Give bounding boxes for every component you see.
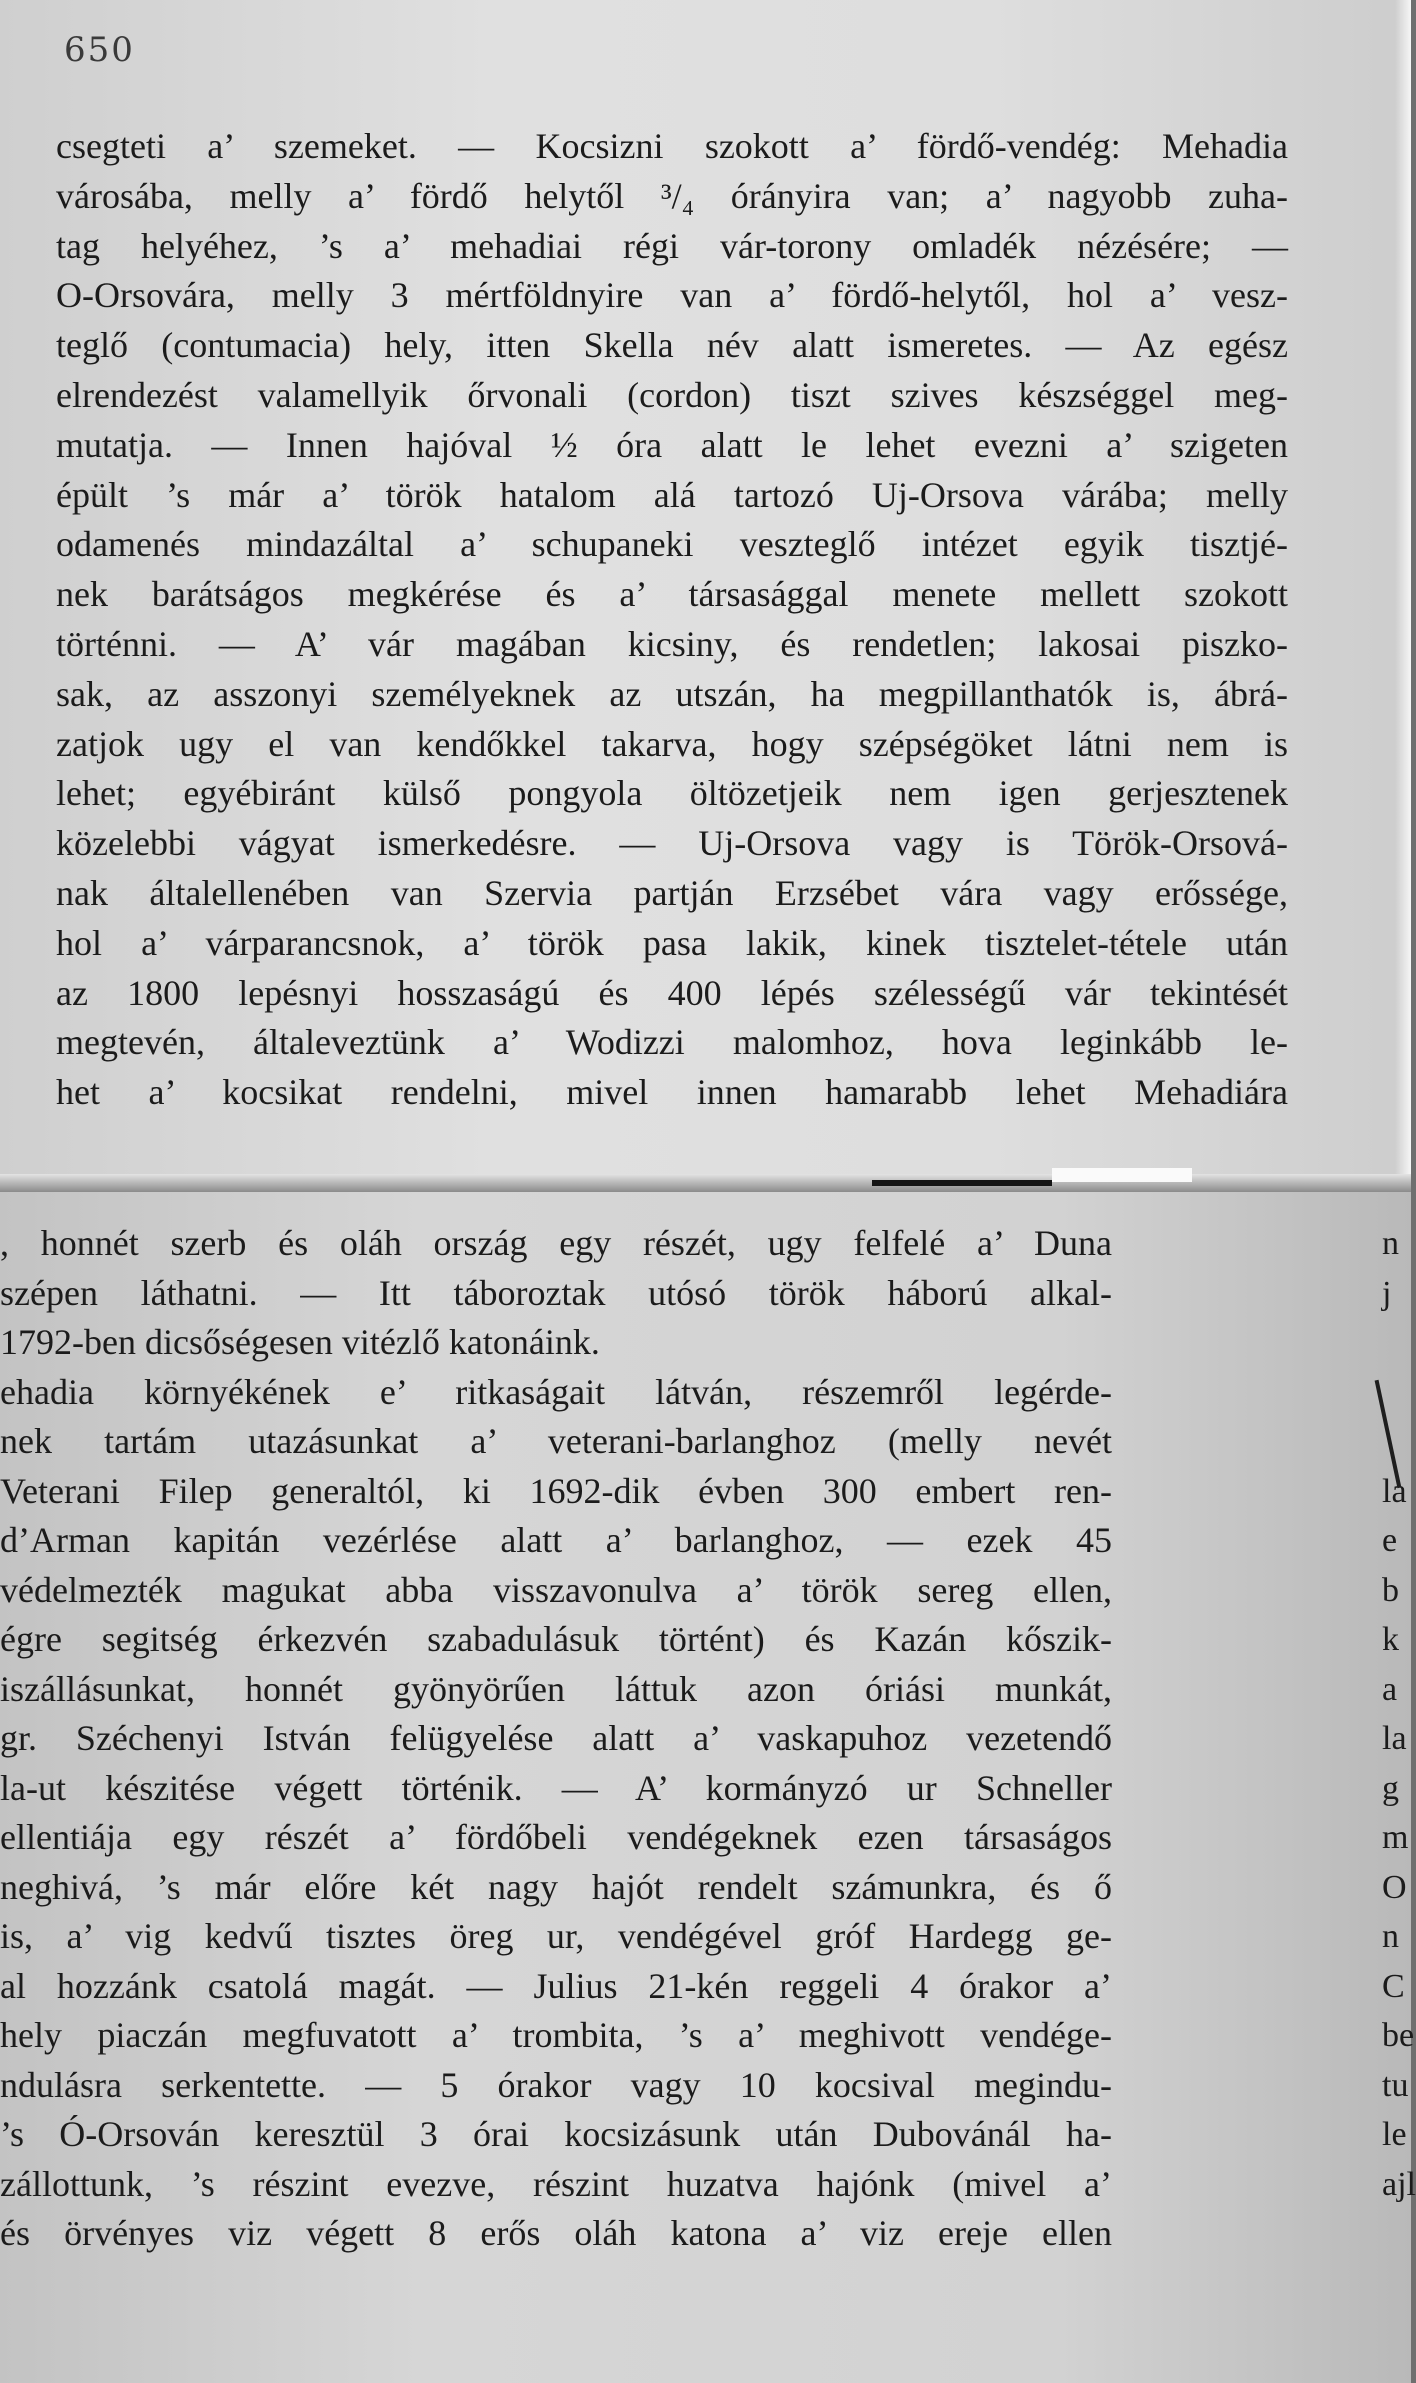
text-line: O-Orsovára, melly 3 mértföldnyire van a’ fördő-helytől, hol a’ vesz- xyxy=(56,275,1288,316)
margin-fragment: be xyxy=(1382,2017,1415,2054)
upper-paragraph xyxy=(56,122,1288,1118)
text-line: az 1800 lepésnyi hosszaságú és 400 lépés szélességű vár tekintését xyxy=(56,972,1288,1013)
text-line: ndulásra serkentette. — 5 órakor vagy 10 kocsival megindu- xyxy=(0,2064,1112,2105)
text-line: tag helyéhez, ’s a’ mehadiai régi vár-torony omladék nézésére; — xyxy=(56,225,1288,266)
text-line: ’s Ó-Orsován keresztül 3 órai kocsizásunk után Dubovánál ha- xyxy=(0,2114,1112,2154)
seam-white-patch xyxy=(1052,1168,1192,1182)
adjacent-page-fragments xyxy=(1382,1219,1416,2209)
text-line: nak általellenében van Szervia partján Erzsébet vára vagy erőssége, xyxy=(56,872,1288,913)
margin-fragment xyxy=(1382,1318,1410,1368)
margin-fragment xyxy=(1382,1368,1410,1418)
text-line: is, a’ vig kedvű tisztes öreg ur, vendégével gróf Hardegg ge- xyxy=(0,1916,1112,1956)
text-line: hol a’ várparancsnok, a’ török pasa lakik, kinek tisztelet-tétele után xyxy=(56,922,1288,963)
margin-fragment: k xyxy=(1382,1621,1399,1658)
text-line: nek barátságos megkérése és a’ társasággal menete mellett szokott xyxy=(56,574,1288,615)
margin-fragment: n xyxy=(1382,1225,1399,1262)
text-line: odamenés mindazáltal a’ schupaneki veszteglő intézet egyik tisztjé- xyxy=(56,524,1288,565)
margin-fragment: n xyxy=(1382,1918,1399,1955)
margin-fragment: O xyxy=(1382,1868,1407,1906)
margin-fragment: tu xyxy=(1382,2066,1409,2104)
margin-fragment: C xyxy=(1382,1967,1405,2005)
text-line: la-ut készitése végett történik. — A’ kormányzó ur Schneller xyxy=(0,1767,1112,1808)
margin-fragment: e xyxy=(1382,1522,1398,1559)
text-line: het a’ kocsikat rendelni, mivel innen hamarabb lehet Mehadiára xyxy=(56,1072,1288,1113)
margin-fragment: b xyxy=(1382,1571,1399,1609)
lower-page-scan xyxy=(0,1183,1416,2383)
margin-fragment: la xyxy=(1382,1472,1407,1510)
margin-fragment: g xyxy=(1382,1769,1399,1807)
page-number: 650 xyxy=(64,30,135,70)
text-line: sak, az asszonyi személyeknek az utszán, ha megpillanthatók is, ábrá- xyxy=(56,673,1288,714)
text-line: zatjok ugy el van kendőkkel takarva, hogy szépségöket látni nem is xyxy=(56,723,1288,764)
text-line: nek tartám utazásunkat a’ veterani-barlanghoz (melly nevét xyxy=(0,1421,1112,1461)
text-line: d’Arman kapitán vezérlése alatt a’ barlanghoz, — ezek 45 xyxy=(0,1520,1112,1560)
margin-fragment: a xyxy=(1382,1670,1398,1708)
margin-fragment: ajl xyxy=(1382,2165,1416,2203)
seam-dark-rule xyxy=(872,1180,1052,1186)
text-line: ehadia környékének e’ ritkaságait látván, részemről legérde- xyxy=(0,1371,1112,1412)
text-line: és örvényes viz végett 8 erős oláh katona a’ viz ereje ellen xyxy=(0,2213,1112,2253)
text-line: hely piaczán megfuvatott a’ trombita, ’s a’ meghivott vendége- xyxy=(0,2015,1112,2055)
margin-fragment: la xyxy=(1382,1720,1407,1757)
text-line: al hozzánk csatolá magát. — Julius 21-kén reggeli 4 órakor a’ xyxy=(0,1965,1112,2006)
margin-fragment: j xyxy=(1382,1274,1392,1312)
text-line: épült ’s már a’ török hatalom alá tartozó Uj-Orsova várába; melly xyxy=(56,474,1288,515)
text-line: elrendezést valamellyik őrvonali (cordon) tiszt szives készséggel meg- xyxy=(56,374,1288,415)
text-line: lehet; egyébiránt külső pongyola öltözetjeik nem igen gerjesztenek xyxy=(56,773,1288,814)
text-line: közelebbi vágyat ismerkedésre. — Uj-Orsova vagy is Török-Orsová- xyxy=(56,823,1288,864)
text-line: gr. Széchenyi István felügyelése alatt a’ vaskapuhoz vezetendő xyxy=(0,1718,1112,1758)
lower-paragraph xyxy=(0,1219,1112,2259)
text-line: ellentiája egy részét a’ fördőbeli vendégeknek ezen társaságos xyxy=(0,1817,1112,1857)
scan-seam xyxy=(0,1174,1411,1192)
text-line: , honnét szerb és oláh ország egy részét, ugy felfelé a’ Duna xyxy=(0,1223,1112,1263)
margin-fragment: le xyxy=(1382,2116,1407,2153)
text-line: városába, melly a’ fördő helytől ³/₄ órányira van; a’ nagyobb zuha- xyxy=(56,175,1288,216)
margin-fragment: m xyxy=(1382,1819,1409,1856)
text-line: zállottunk, ’s részint evezve, részint huzatva hajónk (mivel a’ xyxy=(0,2163,1112,2204)
text-line: Veterani Filep generaltól, ki 1692-dik évben 300 embert ren- xyxy=(0,1470,1112,1511)
text-line: mutatja. — Innen hajóval ½ óra alatt le lehet evezni a’ szigeten xyxy=(56,424,1288,465)
text-line: csegteti a’ szemeket. — Kocsizni szokott a’ fördő-vendég: Mehadia xyxy=(56,126,1288,166)
text-line: történni. — A’ vár magában kicsiny, és rendetlen; lakosai piszko- xyxy=(56,623,1288,664)
text-line: égre segitség érkezvén szabadulásuk történt) és Kazán kőszik- xyxy=(0,1619,1112,1659)
upper-page-scan xyxy=(0,0,1411,1183)
text-line: neghivá, ’s már előre két nagy hajót rendelt számunkra, és ő xyxy=(0,1866,1112,1907)
text-line: szépen láthatni. — Itt táboroztak utósó török háború alkal- xyxy=(0,1272,1112,1313)
text-line: megtevén, általeveztünk a’ Wodizzi malomhoz, hova leginkább le- xyxy=(56,1022,1288,1063)
text-line: teglő (contumacia) hely, itten Skella név alatt ismeretes. — Az egész xyxy=(56,325,1288,366)
text-line: 1792-ben dicsőségesen vitézlő katonáink. xyxy=(0,1322,600,1362)
text-line: iszállásunkat, honnét gyönyörűen láttuk azon óriási munkát, xyxy=(0,1668,1112,1709)
text-line: védelmezték magukat abba visszavonulva a’ török sereg ellen, xyxy=(0,1569,1112,1610)
